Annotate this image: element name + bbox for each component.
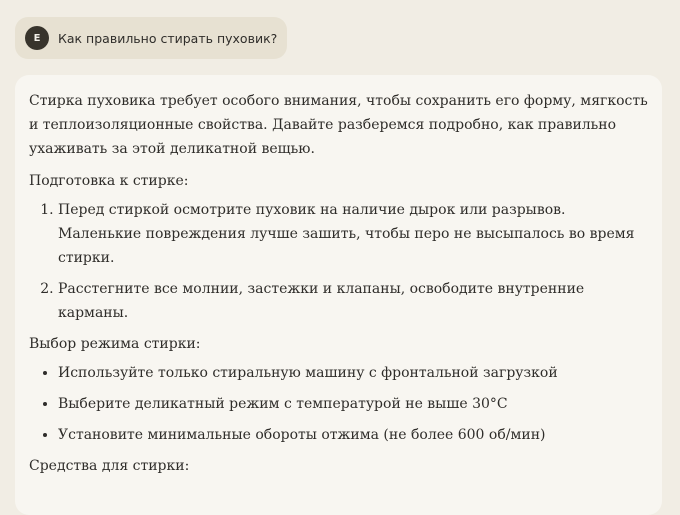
- reply-intro: Стирка пуховика требует особого внимания, чтобы сохранить его форму, мягкость и теплоизоляционные свойства. Давайте разберемся подробно, как правильно ухаживать за этой деликатной вещью.: [29, 93, 648, 157]
- section-heading-preparation: Подготовка к стирке:: [29, 173, 189, 189]
- assistant-reply: [15, 75, 662, 515]
- list-item: 1. Перед стиркой осмотрите пуховик на наличие дырок или разрывов. Маленькие повреждения лучше зашить, чтобы перо не высыпалось во время стирки.: [58, 198, 648, 270]
- preparation-list: [29, 198, 648, 325]
- list-item: • Выберите деликатный режим с температурой не выше 30°C: [58, 392, 648, 416]
- user-message-bubble: [15, 17, 287, 59]
- section-heading-wash-mode: Выбор режима стирки:: [29, 336, 201, 352]
- section-heading-detergents: Средства для стирки:: [29, 458, 190, 474]
- user-avatar: E: [25, 26, 49, 50]
- list-item: 2. Расстегните все молнии, застежки и клапаны, освободите внутренние карманы.: [58, 277, 648, 325]
- wash-mode-list: [29, 361, 648, 447]
- list-item: • Установите минимальные обороты отжима (не более 600 об/мин): [58, 423, 648, 447]
- list-item: • Используйте только стиральную машину с фронтальной загрузкой: [58, 361, 648, 385]
- user-message-text: Как правильно стирать пуховик?: [58, 30, 278, 46]
